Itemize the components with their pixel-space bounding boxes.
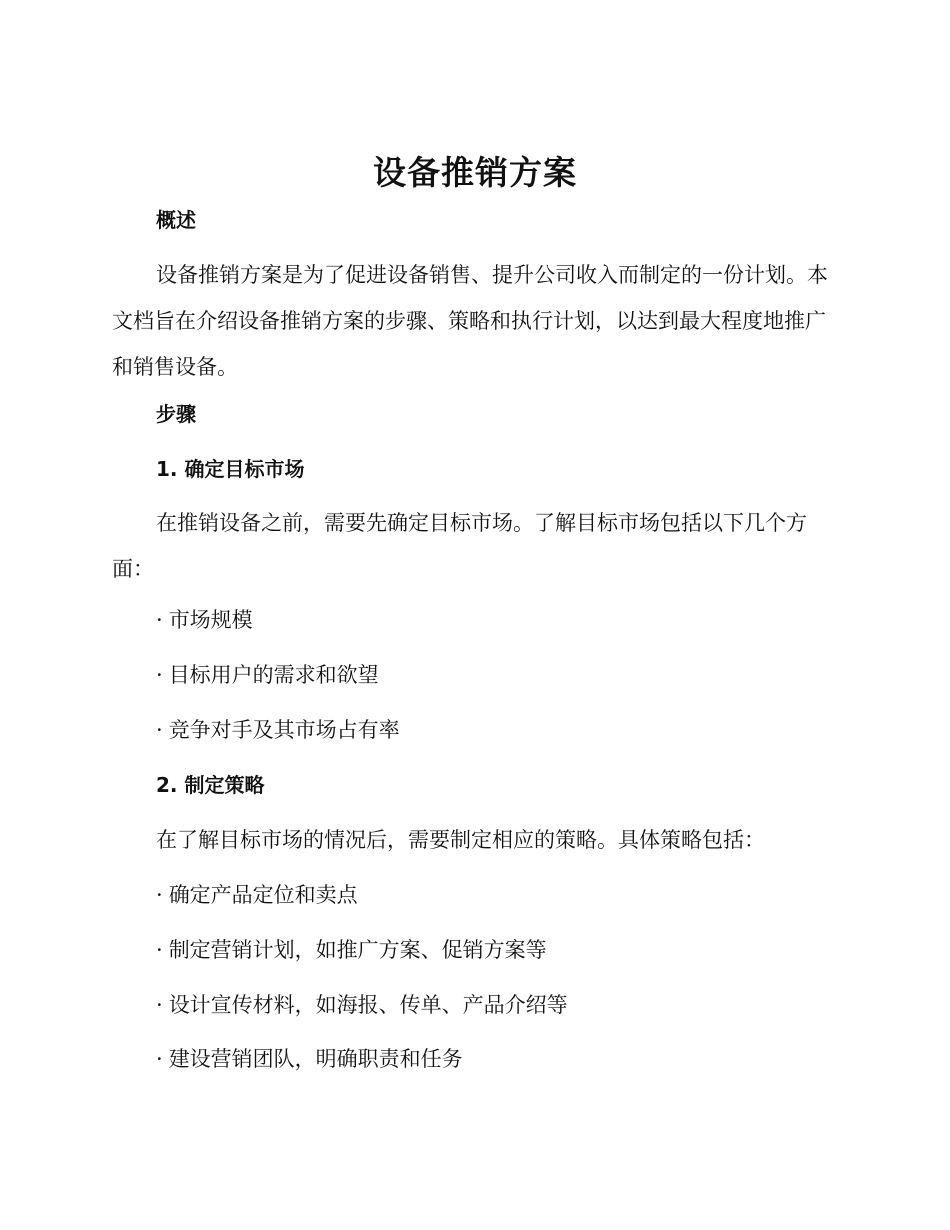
steps-heading: 步骤: [156, 402, 196, 426]
document-title: 设备推销方案: [373, 153, 577, 192]
list-item: [156, 605, 253, 635]
bullet-icon: ·: [156, 663, 163, 687]
bullet-icon: ·: [156, 608, 163, 632]
bullet-icon: ·: [156, 993, 163, 1017]
bullet-icon: ·: [156, 718, 163, 742]
list-item: [156, 1044, 463, 1074]
list-item: [156, 660, 379, 690]
list-item: [156, 935, 547, 965]
bullet-icon: ·: [156, 1047, 163, 1071]
list-item-text: 目标用户的需求和欲望: [168, 663, 379, 687]
list-item: [156, 990, 568, 1020]
list-item-text: 确定产品定位和卖点: [168, 883, 358, 907]
list-item: [156, 715, 400, 745]
list-item: [156, 880, 358, 910]
bullet-icon: ·: [156, 883, 163, 907]
list-item-text: 制定营销计划，如推广方案、促销方案等: [168, 938, 547, 962]
bullet-icon: ·: [156, 938, 163, 962]
step2-paragraph: 在了解目标市场的情况后，需要制定相应的策略。具体策略包括：: [156, 828, 765, 852]
list-item-text: 设计宣传材料，如海报、传单、产品介绍等: [168, 993, 568, 1017]
step2-heading: 2. 制定策略: [156, 773, 265, 797]
list-item-text: 建设营销团队，明确职责和任务: [168, 1047, 463, 1071]
step1-paragraph: 在推销设备之前，需要先确定目标市场。了解目标市场包括以下几个方面：: [112, 511, 807, 581]
list-item-text: 市场规模: [168, 608, 253, 632]
list-item-text: 竞争对手及其市场占有率: [168, 718, 400, 742]
overview-paragraph: 设备推销方案是为了促进设备销售、提升公司收入而制定的一份计划。本文档旨在介绍设备推销方案的步骤、策略和执行计划，以达到最大程度地推广和销售设备。: [112, 263, 828, 379]
step1-heading: 1. 确定目标市场: [156, 457, 305, 481]
overview-heading: 概述: [156, 208, 196, 232]
